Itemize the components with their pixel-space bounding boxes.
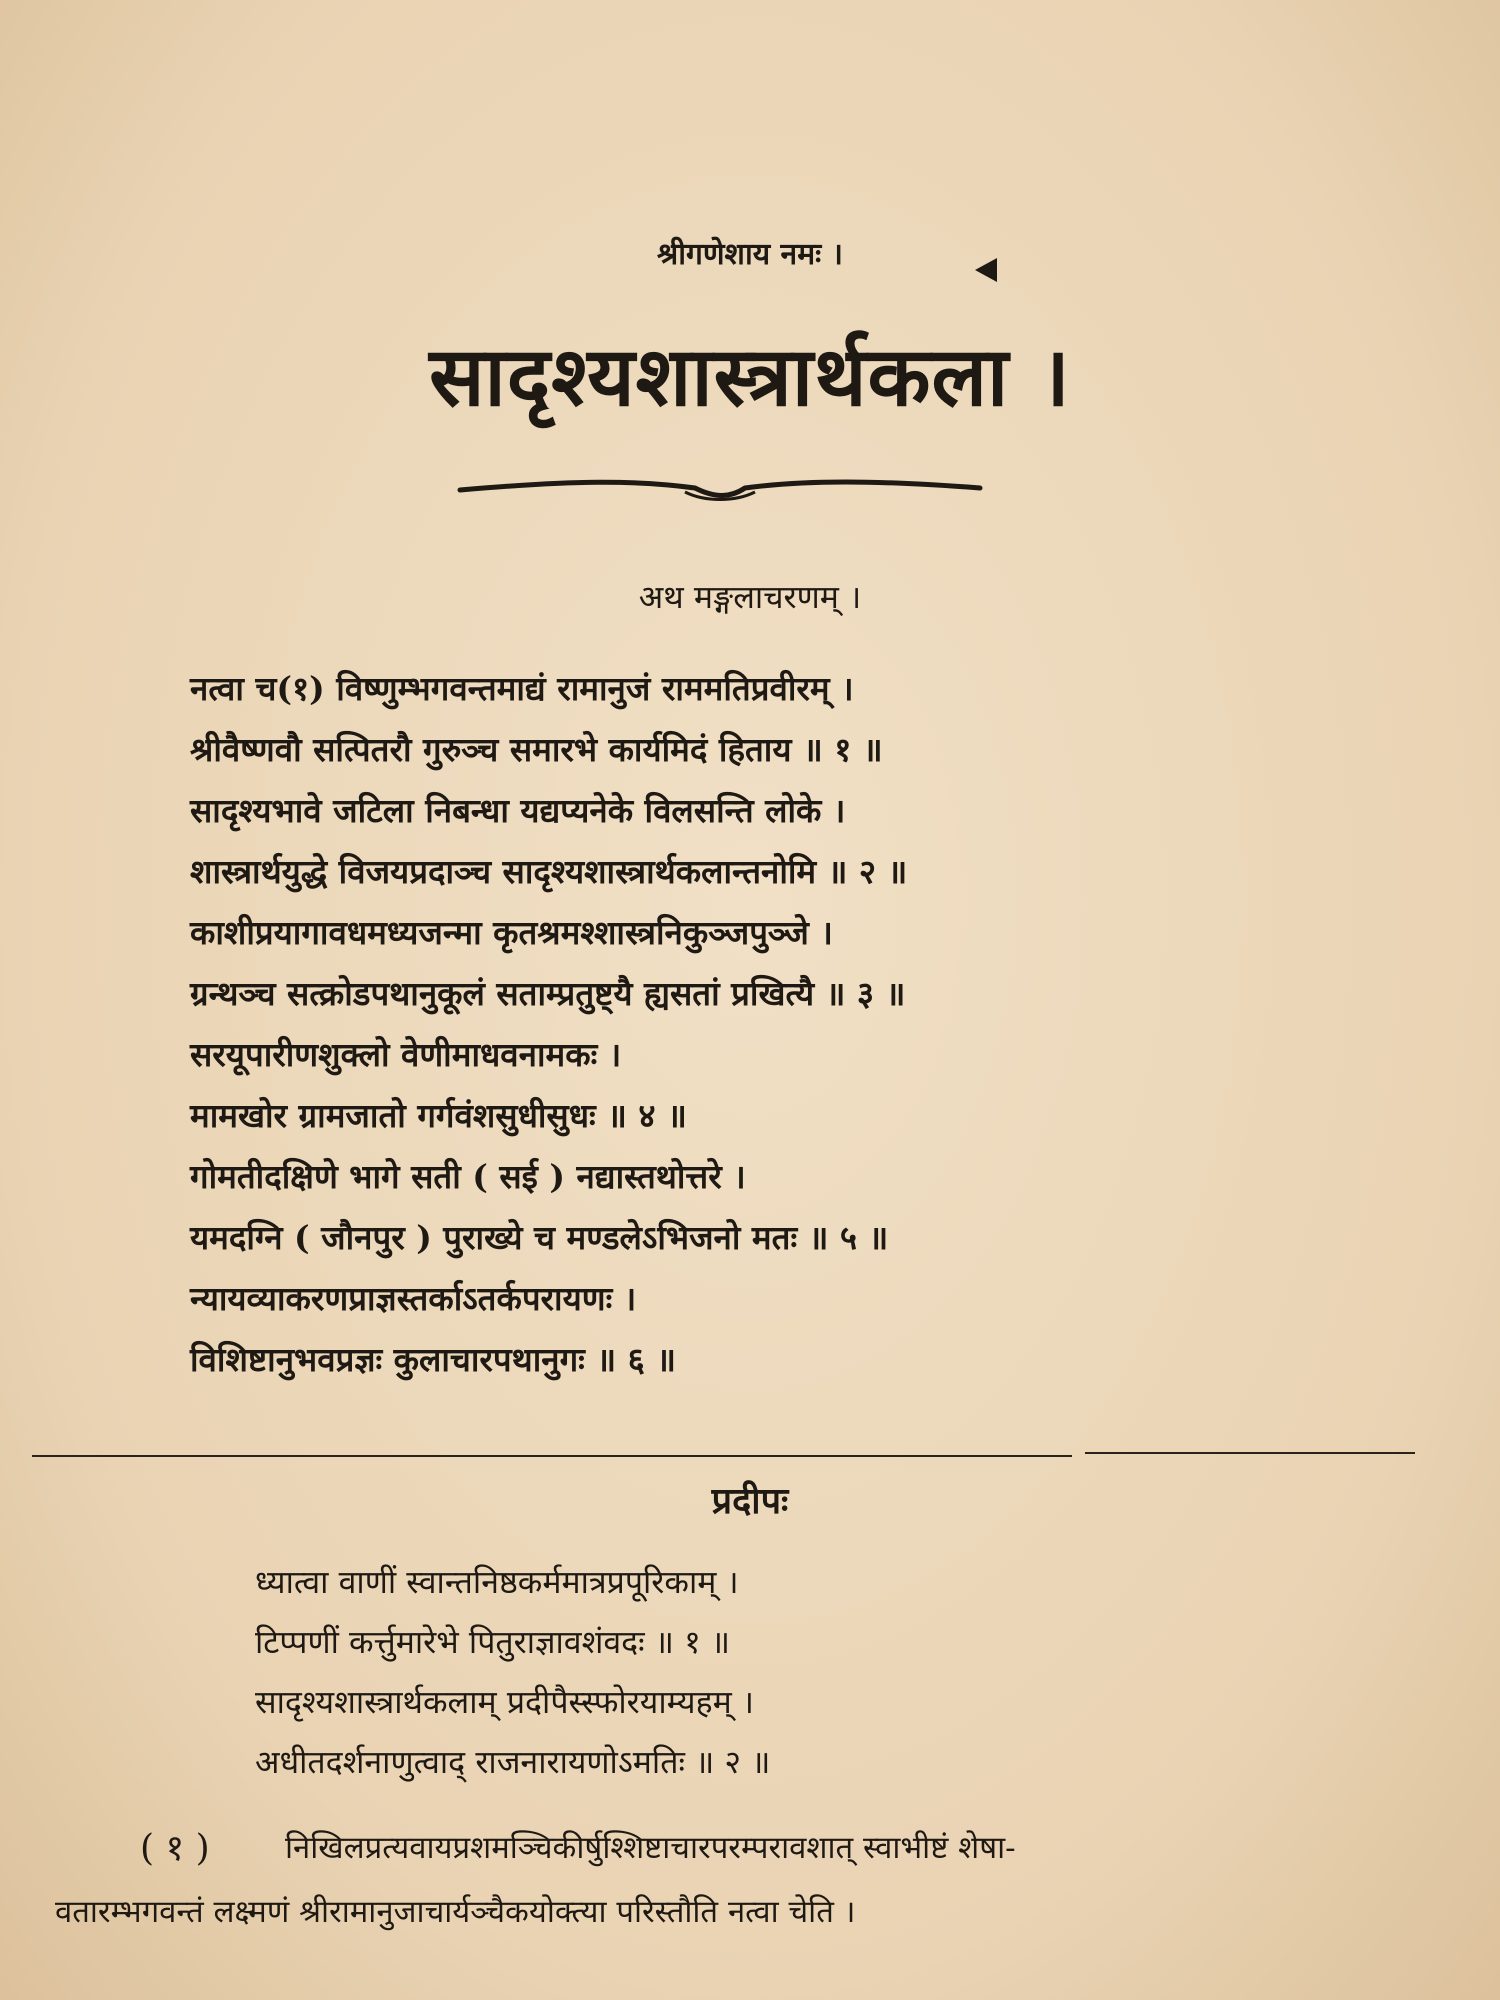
verse-line: शास्त्रार्थयुद्धे विजयप्रदाञ्च सादृश्यशास्त्रार्थकलान्तनोमि ॥ २ ॥ (190, 852, 908, 891)
verse-line: काशीप्रयागावधमध्यजन्मा कृतश्रमश्शास्त्रनिकुञ्जपुञ्जे । (190, 913, 833, 952)
section-rule (32, 1455, 1072, 1457)
commentary-verse-line: ध्यात्वा वाणीं स्वान्तनिष्ठकर्ममात्रप्रपूरिकाम् । (255, 1563, 739, 1601)
section-heading: अथ मङ्गलाचरणम् । (638, 578, 862, 616)
verse-line: न्यायव्याकरणप्राज्ञस्तर्काऽतर्कपरायणः । (190, 1279, 637, 1318)
verse-line: मामखोर ग्रामजातो गर्गवंशसुधीसुधः ॥ ४ ॥ (190, 1096, 687, 1135)
page-title: सादृश्यशास्त्रार्थकला । (429, 329, 1071, 425)
footnote-marker: ( १ ) (140, 1828, 210, 1869)
verse-line: सादृश्यभावे जटिला निबन्धा यद्यप्यनेके विलसन्ति लोके । (190, 791, 846, 830)
verse-line: श्रीवैष्णवौ सत्पितरौ गुरुञ्च समारभे कार्यमिदं हिताय ॥ १ ॥ (190, 730, 883, 769)
invocation: श्रीगणेशाय नमः । (656, 237, 844, 272)
ink-mark (975, 258, 997, 282)
footnote-line: वतारम्भगवन्तं लक्ष्मणं श्रीरामानुजाचार्यञ्चैकयोक्त्या परिस्तौति नत्वा चेति । (55, 1894, 856, 1930)
verse-line: सरयूपारीणशुक्लो वेणीमाधवनामकः । (190, 1035, 622, 1074)
verse-line: विशिष्टानुभवप्रज्ञः कुलाचारपथानुगः ॥ ६ ॥ (190, 1340, 677, 1379)
ornament-divider (455, 470, 985, 510)
commentary-verse-line: सादृश्यशास्त्रार्थकलाम् प्रदीपैस्स्फोरयाम्यहम् । (255, 1683, 755, 1721)
verse-line: नत्वा च(१) विष्णुम्भगवन्तमाद्यं रामानुजं राममतिप्रवीरम् । (190, 669, 854, 708)
verse-line: ग्रन्थञ्च सत्क्रोडपथानुकूलं सताम्प्रतुष्ट्यै ह्यसतां प्रखित्यै ॥ ३ ॥ (190, 974, 906, 1013)
commentary-title: प्रदीपः (711, 1480, 789, 1522)
commentary-verse-line: अधीतदर्शनाणुत्वाद् राजनारायणोऽमतिः ॥ २ ॥ (255, 1743, 771, 1781)
footnote-line: निखिलप्रत्यवायप्रशमञ्चिकीर्षुश्शिष्टाचारपरम्परावशात् स्वाभीष्टं शेषा- (285, 1830, 1016, 1866)
commentary-verse-line: टिप्पणीं कर्त्तुमारेभे पितुराज्ञावशंवदः ॥ १ ॥ (255, 1623, 731, 1661)
verse-line: यमदग्नि ( जौनपुर ) पुराख्ये च मण्डलेऽभिजनो मतः ॥ ५ ॥ (190, 1218, 889, 1257)
section-rule (1085, 1452, 1415, 1454)
verse-line: गोमतीदक्षिणे भागे सती ( सई ) नद्यास्तथोत्तरे । (190, 1157, 746, 1196)
